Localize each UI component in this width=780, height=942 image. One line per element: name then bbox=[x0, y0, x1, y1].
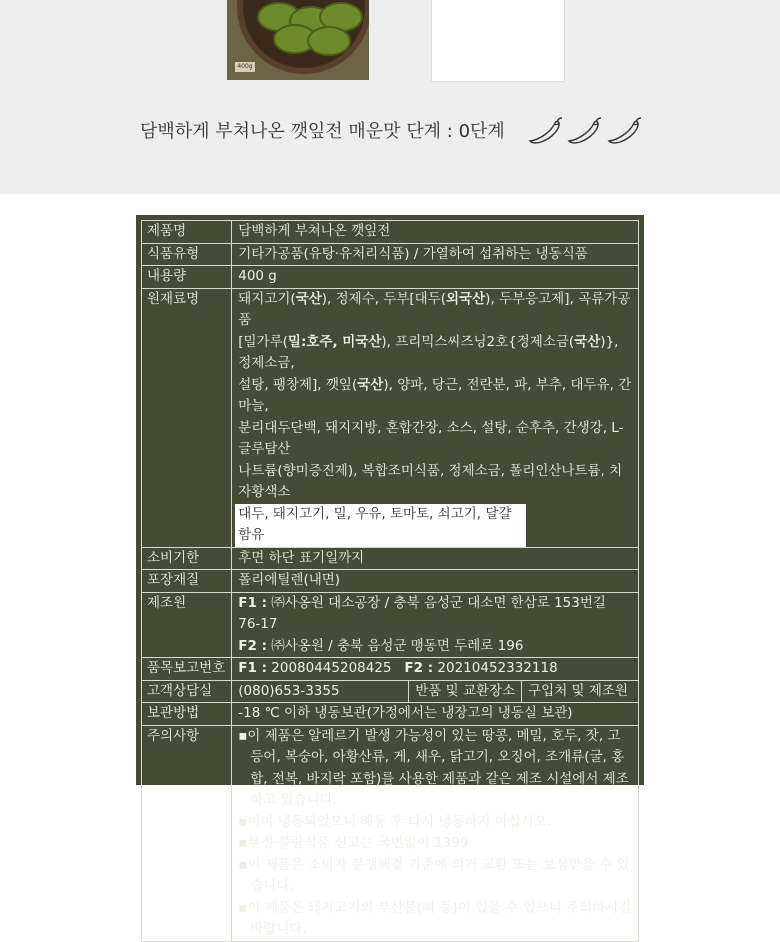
row-consult bbox=[142, 680, 639, 703]
product-info-panel bbox=[136, 215, 644, 937]
caution-item: ▪이 제품은 소비자 분쟁해결 기준에 의거 교환 또는 보상받을 수 있습니다. bbox=[238, 856, 630, 894]
secondary-image-card bbox=[431, 0, 565, 82]
consult-phone: (080)653-3355 bbox=[232, 680, 409, 703]
ingredient-text: [밀가루( bbox=[238, 333, 288, 350]
row-product-name bbox=[142, 221, 639, 244]
ingredient-text: ), 프리믹스씨즈닝2호{정제소금( bbox=[381, 333, 575, 350]
ingredient-text: ), 두부응고제], 곡류가공품 bbox=[238, 290, 631, 328]
chili-pepper-icon bbox=[527, 116, 563, 144]
caution-item: ▪이미 냉동되었으니 해동 후 다시 냉동하지 마십시오. bbox=[238, 813, 552, 830]
manufacturer-f2: ㈜사옹원 / 충북 음성군 맹동면 두레로 196 bbox=[271, 637, 524, 654]
content-label: 내용량 bbox=[142, 266, 232, 289]
ingredient-text: 돼지고기( bbox=[238, 290, 296, 307]
consult-label: 고객상담실 bbox=[142, 680, 232, 703]
chili-pepper-icon bbox=[566, 116, 602, 144]
product-info-table bbox=[141, 220, 639, 942]
ingredients-lines bbox=[238, 289, 632, 504]
caution-item: ▪이 제품은 돼지고기의 부산물(뼈 등)이 있을 수 있으니 주의하시길 바랍니다. bbox=[238, 899, 632, 937]
ingredients-value bbox=[232, 288, 639, 547]
ingredients-line bbox=[238, 461, 632, 504]
spice-level-indicator bbox=[527, 116, 640, 144]
expiry-label: 소비기한 bbox=[142, 547, 232, 570]
packaging-value: 폴리에틸렌(내면) bbox=[232, 570, 639, 593]
ingredients-line bbox=[238, 289, 632, 332]
row-packaging bbox=[142, 570, 639, 593]
report-f2-tag: F2 : bbox=[404, 660, 434, 676]
report-number-label: 품목보고번호 bbox=[142, 658, 232, 681]
ingredient-origin: 국산 bbox=[357, 376, 384, 393]
storage-label: 보관방법 bbox=[142, 703, 232, 726]
food-type-value: 기타가공품(유탕·유처리식품) / 가열하여 섭취하는 냉동식품 bbox=[232, 243, 639, 266]
report-f1: 20080445208425 bbox=[271, 660, 392, 676]
product-image-band bbox=[0, 0, 780, 194]
pancake-shape bbox=[307, 26, 351, 56]
report-f1-tag: F1 : bbox=[238, 660, 267, 676]
manufacturer-f2-tag: F2 : bbox=[238, 637, 267, 654]
chili-pepper-icon bbox=[606, 116, 642, 144]
ingredients-label: 원재료명 bbox=[142, 288, 232, 547]
food-type-label: 식품유형 bbox=[142, 243, 232, 266]
caution-label: 주의사항 bbox=[142, 725, 232, 941]
spice-level-text: 담백하게 부쳐나온 깻잎전 매운맛 단계 : 0단계 bbox=[139, 121, 505, 142]
allergen-notice: 대두, 돼지고기, 밀, 우유, 토마토, 쇠고기, 달걀 함유 bbox=[235, 504, 526, 547]
ingredient-text: 나트륨(향미증진제), 복합조미식품, 정제소금, 폴리인산나트륨, 치자황색소 bbox=[238, 462, 623, 500]
manufacturer-f1-line bbox=[238, 593, 632, 636]
product-name-label: 제품명 bbox=[142, 221, 232, 244]
ingredient-text: 분리대두단백, 돼지지방, 혼합간장, 소스, 설탕, 순후추, 간생강, L-글루탐산 bbox=[238, 419, 624, 457]
manufacturer-f2-line bbox=[238, 636, 632, 658]
ingredient-origin: 외국산 bbox=[446, 290, 486, 307]
return-place: 구입처 및 제조원 bbox=[522, 680, 639, 703]
ingredient-origin: 밀:호주, 미국산 bbox=[287, 333, 382, 350]
ingredient-origin: 국산 bbox=[295, 290, 322, 307]
row-manufacturer bbox=[142, 592, 639, 658]
ingredient-text: )}, 정제소금, bbox=[238, 333, 619, 371]
row-storage bbox=[142, 703, 639, 726]
content-value: 400 g bbox=[232, 266, 639, 289]
ingredients-line bbox=[238, 418, 632, 461]
storage-value: -18 ℃ 이하 냉동보관(가정에서는 냉장고의 냉동실 보관) bbox=[232, 703, 639, 726]
report-number-value bbox=[232, 658, 639, 681]
product-package-image bbox=[227, 0, 369, 80]
row-expiry bbox=[142, 547, 639, 570]
manufacturer-value bbox=[232, 592, 639, 658]
weight-badge: 400g bbox=[235, 62, 255, 72]
row-ingredients bbox=[142, 288, 639, 547]
ingredients-line bbox=[238, 332, 632, 375]
row-food-type bbox=[142, 243, 639, 266]
spice-level-line bbox=[0, 116, 780, 146]
caution-value bbox=[232, 725, 639, 941]
row-report-number bbox=[142, 658, 639, 681]
ingredient-origin: 국산 bbox=[574, 333, 601, 350]
return-label: 반품 및 교환장소 bbox=[409, 680, 522, 703]
caution-item: ▪부정·불량식품 신고는 국번없이 1399 bbox=[238, 835, 469, 851]
expiry-value: 후면 하단 표기일까지 bbox=[232, 547, 639, 570]
report-f2: 20210452332118 bbox=[437, 660, 558, 676]
manufacturer-f1-tag: F1 : bbox=[238, 594, 267, 611]
product-name-value: 담백하게 부쳐나온 깻잎전 bbox=[232, 221, 639, 244]
manufacturer-f1: ㈜사옹원 대소공장 / 충북 음성군 대소면 한삼로 153번길 76-17 bbox=[238, 594, 606, 632]
packaging-label: 포장재질 bbox=[142, 570, 232, 593]
row-caution bbox=[142, 725, 639, 941]
manufacturer-label: 제조원 bbox=[142, 592, 232, 658]
ingredient-text: 설탕, 팽창제], 깻잎( bbox=[238, 376, 358, 393]
ingredients-line bbox=[238, 375, 632, 418]
row-content bbox=[142, 266, 639, 289]
caution-item: ▪이 제품은 알레르기 발생 가능성이 있는 땅콩, 메밀, 호두, 잣, 고등어, 복숭아, 아황산류, 게, 새우, 닭고기, 오징어, 조개류(굴, 홍합, 전복, 바지락 포함)를 사용한 제품과 같은 제조 시설에서 제조하고 있습니다. bbox=[238, 727, 629, 808]
ingredient-text: ), 양파, 당근, 전란분, 파, 부추, 대두유, 간마늘, bbox=[238, 376, 632, 414]
ingredient-text: ), 정제수, 두부[대두( bbox=[321, 290, 447, 307]
